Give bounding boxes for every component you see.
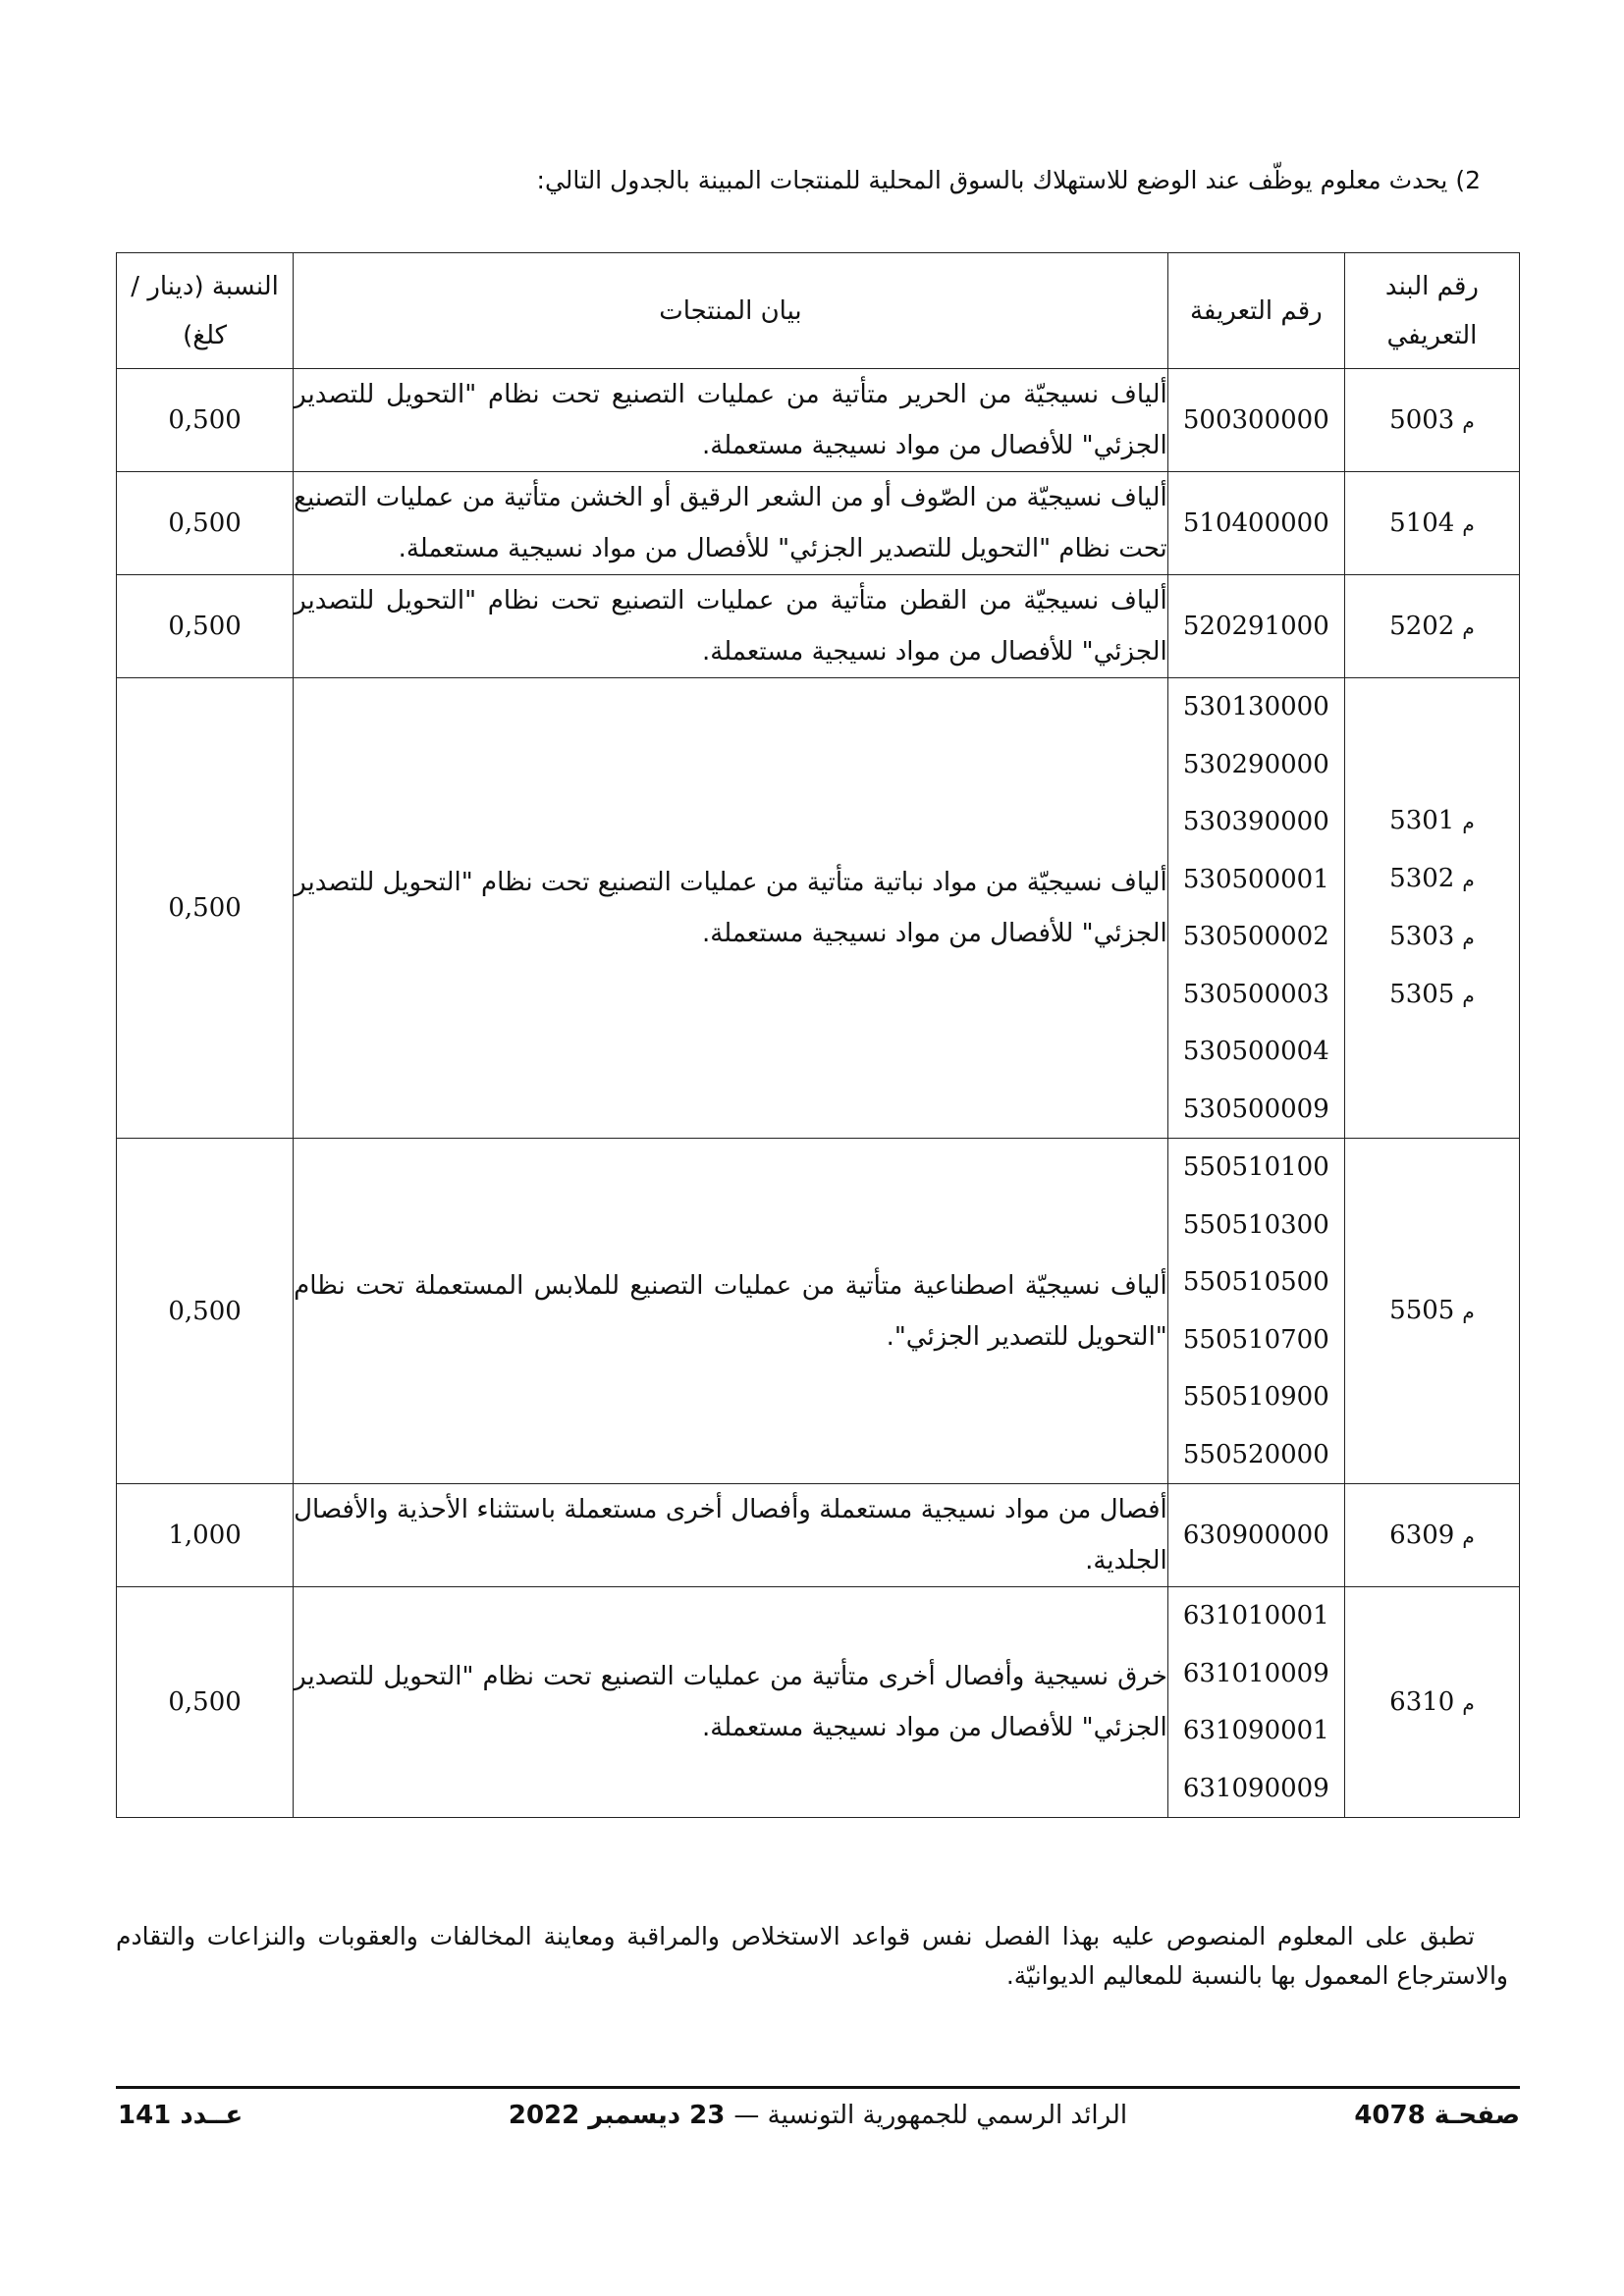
item-entry <box>1345 598 1519 656</box>
tariff-code: 530390000 <box>1182 807 1329 836</box>
item-entry <box>1345 792 1519 850</box>
tariff-code: 550510500 <box>1182 1267 1329 1297</box>
footer-issue-label: عــدد <box>180 2101 244 2130</box>
tariff-code: 631090001 <box>1182 1716 1329 1745</box>
cell-item <box>1344 678 1519 1139</box>
item-entry <box>1345 1507 1519 1565</box>
closing-paragraph: تطبق على المعلوم المنصوص عليه بهذا الفصل نفس قواعد الاستخلاص والمراقبة ومعاينة المخالفات والعقوبات والنزاعات والتقادم والاسترجاع المعمول بها بالنسبة للمعاليم الديوانيّة. <box>116 1922 1508 1990</box>
cell-item <box>1344 472 1519 575</box>
tariff-code: 630900000 <box>1182 1520 1329 1550</box>
footer-divider <box>116 2086 1520 2089</box>
item-entry <box>1345 908 1519 966</box>
table-row <box>117 678 1520 1139</box>
tariff-code: 631010009 <box>1182 1658 1329 1688</box>
item-number: 6309 <box>1389 1520 1455 1550</box>
cell-item <box>1344 369 1519 472</box>
header-rate: النسبة (دينار / كلغ) <box>117 253 294 369</box>
cell-rate: 0,500 <box>117 575 294 678</box>
cell-description: خرق نسيجية وأفصال أخرى متأتية من عمليات التصنيع تحت نظام "التحويل للتصدير الجزئي" للأفصال من مواد نسيجية مستعملة. <box>294 1587 1168 1818</box>
item-entry <box>1345 392 1519 450</box>
footer-page-label: صفحـة <box>1434 2101 1520 2130</box>
intro-paragraph: 2) يحدث معلوم يوظّف عند الوضع للاستهلاك بالسوق المحلية للمنتجات المبينة بالجدول التالي: <box>536 166 1481 194</box>
item-number: 5302 <box>1389 864 1455 893</box>
item-entry <box>1345 966 1519 1024</box>
item-mark: م <box>1462 1300 1475 1323</box>
item-entry <box>1345 850 1519 908</box>
cell-rate: 1,000 <box>117 1484 294 1587</box>
tariff-code: 530500009 <box>1182 1094 1329 1124</box>
tariff-code: 530290000 <box>1182 749 1329 779</box>
cell-rate: 0,500 <box>117 1587 294 1818</box>
table-row <box>117 575 1520 678</box>
cell-tariff-codes <box>1167 1587 1344 1818</box>
item-mark: م <box>1462 1690 1475 1715</box>
item-mark: م <box>1462 868 1475 891</box>
cell-tariff-codes <box>1167 1139 1344 1484</box>
tariff-code: 550510300 <box>1182 1209 1329 1240</box>
tariff-code: 530500002 <box>1182 922 1329 951</box>
footer-page-number: 4078 <box>1354 2101 1426 2130</box>
cell-description: أفصال من مواد نسيجية مستعملة وأفصال أخرى مستعملة باستثناء الأحذية والأفصال الجلدية. <box>294 1484 1168 1587</box>
item-number: 6310 <box>1389 1686 1455 1717</box>
tariff-code: 500300000 <box>1182 404 1329 435</box>
cell-tariff-codes <box>1167 678 1344 1139</box>
cell-description: ألياف نسيجيّة من الصّوف أو من الشعر الرقيق أو الخشن متأتية من عمليات التصنيع تحت نظام "التحويل للتصدير الجزئي" للأفصال من مواد نسيجية مستعملة. <box>294 472 1168 575</box>
tariff-code: 550510700 <box>1182 1324 1329 1355</box>
cell-rate: 0,500 <box>117 472 294 575</box>
table-header-row <box>117 253 1520 369</box>
tariff-code: 510400000 <box>1182 507 1329 538</box>
tariff-code: 530500004 <box>1182 1037 1329 1066</box>
item-number: 5301 <box>1389 806 1455 835</box>
tariff-code: 631090009 <box>1182 1773 1329 1803</box>
table-row <box>117 1484 1520 1587</box>
cell-description: ألياف نسيجيّة اصطناعية متأتية من عمليات التصنيع للملابس المستعملة تحت نظام "التحويل للتصدير الجزئي". <box>294 1139 1168 1484</box>
item-number: 5505 <box>1389 1296 1455 1325</box>
footer-gazette-title: الرائد الرسمي للجمهورية التونسية — <box>733 2101 1128 2130</box>
tariff-code: 530500003 <box>1182 979 1329 1009</box>
footer-issue <box>118 2101 243 2130</box>
cell-tariff-codes <box>1167 369 1344 472</box>
tariff-code: 631010001 <box>1182 1601 1329 1630</box>
item-number: 5303 <box>1389 922 1455 951</box>
item-mark: م <box>1462 614 1475 639</box>
cell-item <box>1344 575 1519 678</box>
header-description: بيان المنتجات <box>294 253 1168 369</box>
table-body <box>117 369 1520 1818</box>
cell-tariff-codes <box>1167 575 1344 678</box>
cell-rate: 0,500 <box>117 369 294 472</box>
item-number: 5003 <box>1389 404 1455 435</box>
tariff-code: 550510900 <box>1182 1382 1329 1412</box>
tariff-code: 520291000 <box>1182 611 1329 641</box>
tariff-code: 550520000 <box>1182 1439 1329 1469</box>
cell-item <box>1344 1587 1519 1818</box>
tariff-code: 530130000 <box>1182 692 1329 721</box>
item-entry <box>1345 1674 1519 1732</box>
footer-gazette <box>116 2101 1520 2130</box>
item-entry <box>1345 1282 1519 1340</box>
header-code: رقم التعريفة <box>1167 253 1344 369</box>
table-row <box>117 369 1520 472</box>
item-entry <box>1345 495 1519 553</box>
item-number: 5305 <box>1389 980 1455 1009</box>
item-number: 5104 <box>1389 507 1455 538</box>
tariff-code: 550510100 <box>1182 1152 1329 1182</box>
cell-description: ألياف نسيجيّة من الحرير متأتية من عمليات التصنيع تحت نظام "التحويل للتصدير الجزئي" للأفصال من مواد نسيجية مستعملة. <box>294 369 1168 472</box>
footer-issue-number: 141 <box>118 2101 172 2130</box>
cell-tariff-codes <box>1167 1484 1344 1587</box>
item-mark: م <box>1462 810 1475 833</box>
cell-tariff-codes <box>1167 472 1344 575</box>
tariff-code: 530500001 <box>1182 864 1329 894</box>
item-mark: م <box>1462 984 1475 1007</box>
tariff-table <box>116 252 1520 1818</box>
item-mark: م <box>1462 1523 1475 1548</box>
cell-description: ألياف نسيجيّة من مواد نباتية متأتية من عمليات التصنيع تحت نظام "التحويل للتصدير الجزئي" للأفصال من مواد نسيجية مستعملة. <box>294 678 1168 1139</box>
item-mark: م <box>1462 511 1475 536</box>
table-row <box>117 1587 1520 1818</box>
table-row <box>117 1139 1520 1484</box>
item-number: 5202 <box>1389 611 1455 641</box>
cell-description: ألياف نسيجيّة من القطن متأتية من عمليات التصنيع تحت نظام "التحويل للتصدير الجزئي" للأفصال من مواد نسيجية مستعملة. <box>294 575 1168 678</box>
item-mark: م <box>1462 926 1475 949</box>
footer-date: 23 ديسمبر 2022 <box>508 2101 726 2130</box>
header-item: رقم البند التعريفي <box>1344 253 1519 369</box>
item-mark: م <box>1462 408 1475 433</box>
page-footer <box>116 2101 1520 2144</box>
cell-rate: 0,500 <box>117 1139 294 1484</box>
cell-rate: 0,500 <box>117 678 294 1139</box>
table-row <box>117 472 1520 575</box>
cell-item <box>1344 1139 1519 1484</box>
cell-item <box>1344 1484 1519 1587</box>
